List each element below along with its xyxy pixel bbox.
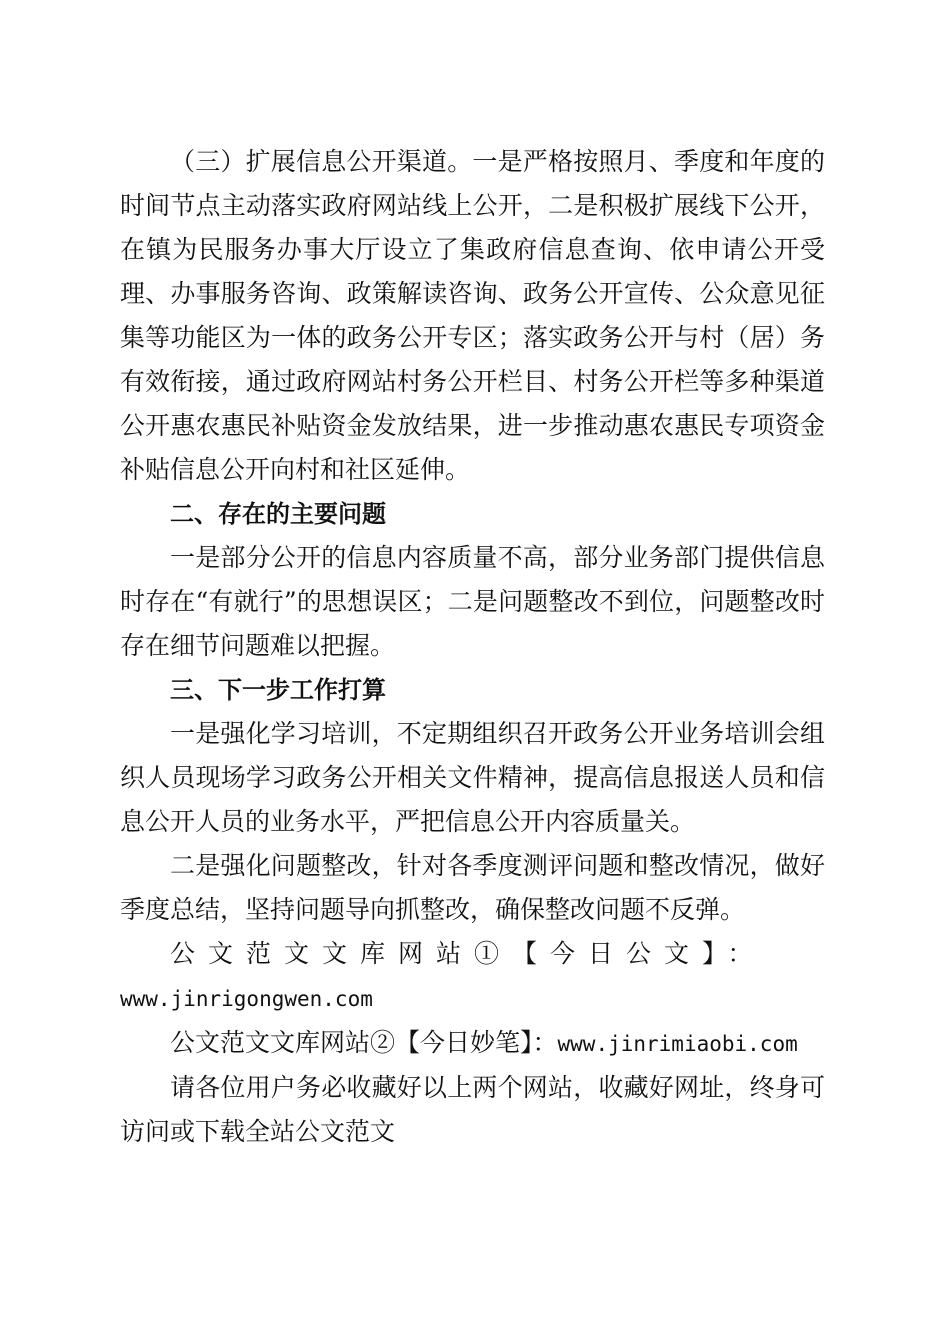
site-1-line [120,932,825,1021]
site-1-label: 公文范文文库网站①【今日公文】： [170,939,766,968]
document-body [120,140,825,1154]
paragraph-problems: 一是部分公开的信息内容质量不高，部分业务部门提供信息时存在“有就行”的思想误区；二是问题整改不到位，问题整改时存在细节问题难以把握。 [120,543,825,660]
section-heading-next-steps: 三、下一步工作打算 [170,676,386,704]
site-1-url[interactable]: www.jinrigongwen.com [120,987,373,1011]
site-2-label: 公文范文文库网站②【今日妙笔】： [170,1028,558,1057]
paragraph-channels: （三）扩展信息公开渠道。一是严格按照月、季度和年度的时间节点主动落实政府网站线上公开，二是积极扩展线下公开，在镇为民服务办事大厅设立了集政府信息查询、依申请公开受理、办事服务咨询、政策解读咨询、政务公开宣传、公众意见征集等功能区为一体的政务公开专区；落实政务公开与村（居）务有效衔接，通过政府网站村务公开栏目、村务公开栏等多种渠道公开惠农惠民补贴资金发放结果，进一步推动惠农惠民专项资金补贴信息公开向村和社区延伸。 [120,147,825,484]
paragraph-training: 一是强化学习培训，不定期组织召开政务公开业务培训会组织人员现场学习政务公开相关文件精神，提高信息报送人员和信息公开人员的业务水平，严把信息公开内容质量关。 [120,719,825,836]
paragraph-rectification: 二是强化问题整改，针对各季度测评问题和整改情况，做好季度总结，坚持问题导向抓整改，确保整改问题不反弹。 [120,851,825,924]
site-2-line [120,1021,825,1066]
section-heading-problems: 二、存在的主要问题 [170,500,386,528]
closing-note: 请各位用户务必收藏好以上两个网站，收藏好网址，终身可访问或下载全站公文范文 [120,1073,825,1146]
site-2-url[interactable]: www.jinrimiaobi.com [557,1032,798,1056]
